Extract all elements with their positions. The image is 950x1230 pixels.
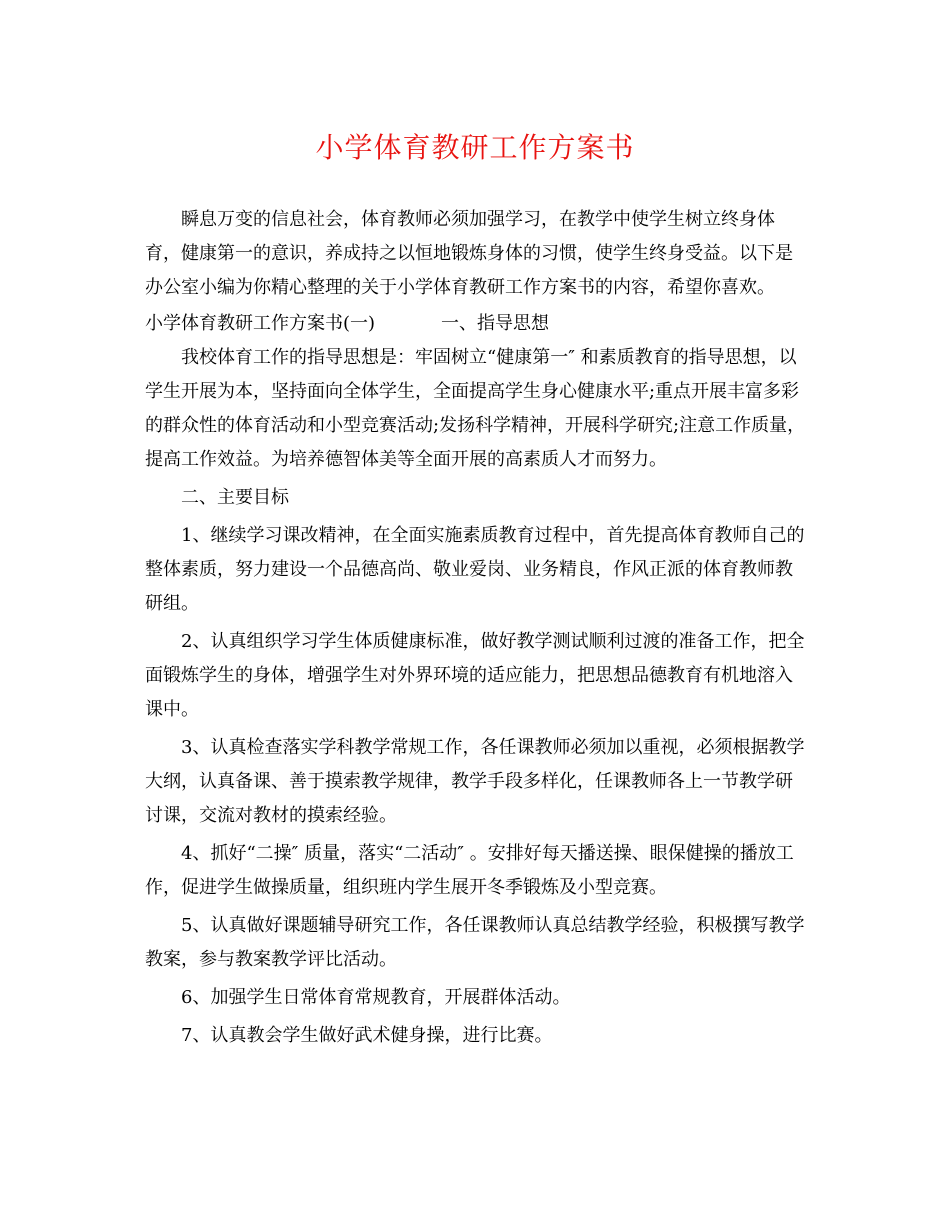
goal-item-1: 1、继续学习课改精神，在全面实施素质教育过程中，首先提高体育教师自己的整体素质，努力建设一个品德高尚、敬业爱岗、业务精良，作风正派的体育教师教研组。 bbox=[145, 525, 805, 614]
goal-item-2: 2、认真组织学习学生体质健康标准，做好教学测试顺利过渡的准备工作，把全面锻炼学生的身体，增强学生对外界环境的适应能力，把思想品德教育有机地溶入课中。 bbox=[145, 631, 805, 720]
goal-item-7: 7、认真教会学生做好武术健身操，进行比赛。 bbox=[181, 1025, 553, 1046]
section1-heading: 一、指导思想 bbox=[441, 313, 550, 334]
goal-item-6: 6、加强学生日常体育常规教育，开展群体活动。 bbox=[181, 987, 571, 1008]
section-title: 小学体育教研工作方案书(一) bbox=[145, 313, 376, 334]
intro-paragraph: 瞬息万变的信息社会，体育教师必须加强学习，在教学中使学生树立终身体育，健康第一的意识，养成持之以恒地锻炼身体的习惯，使学生终身受益。以下是办公室小编为你精心整理的关于小学体育教研工作方案书的内容，希望你喜欢。 bbox=[145, 209, 793, 298]
goal-item-5: 5、认真做好课题辅导研究工作，各任课教师认真总结教学经验，积极撰写教学教案，参与教案教学评比活动。 bbox=[145, 915, 805, 970]
section-title-line bbox=[145, 307, 810, 341]
guiding-paragraph: 我校体育工作的指导思想是：牢固树立“健康第一″ 和素质教育的指导思想，以学生开展为本，坚持面向全体学生，全面提高学生身心健康水平;重点开展丰富多彩的群众性的体育活动和小型竞赛活动;发扬科学精神，开展科学研究;注意工作质量，提高工作效益。为培养德智体美等全面开展的高素质人才而努力。 bbox=[145, 347, 806, 470]
document-title: 小学体育教研工作方案书 bbox=[315, 131, 635, 164]
goal-item-4: 4、抓好“二操″ 质量，落实“二活动″ 。安排好每天播送操、眼保健操的播放工作，促进学生做操质量，组织班内学生展开冬季锻炼及小型竞赛。 bbox=[145, 843, 794, 898]
goal-item-3: 3、认真检查落实学科教学常规工作，各任课教师必须加以重视，必须根据教学大纲，认真备课、善于摸索教学规律，教学手段多样化，任课教师各上一节教学研讨课，交流对教材的摸索经验。 bbox=[145, 737, 805, 826]
section2-heading: 二、主要目标 bbox=[181, 487, 289, 508]
document-body bbox=[145, 203, 810, 1053]
